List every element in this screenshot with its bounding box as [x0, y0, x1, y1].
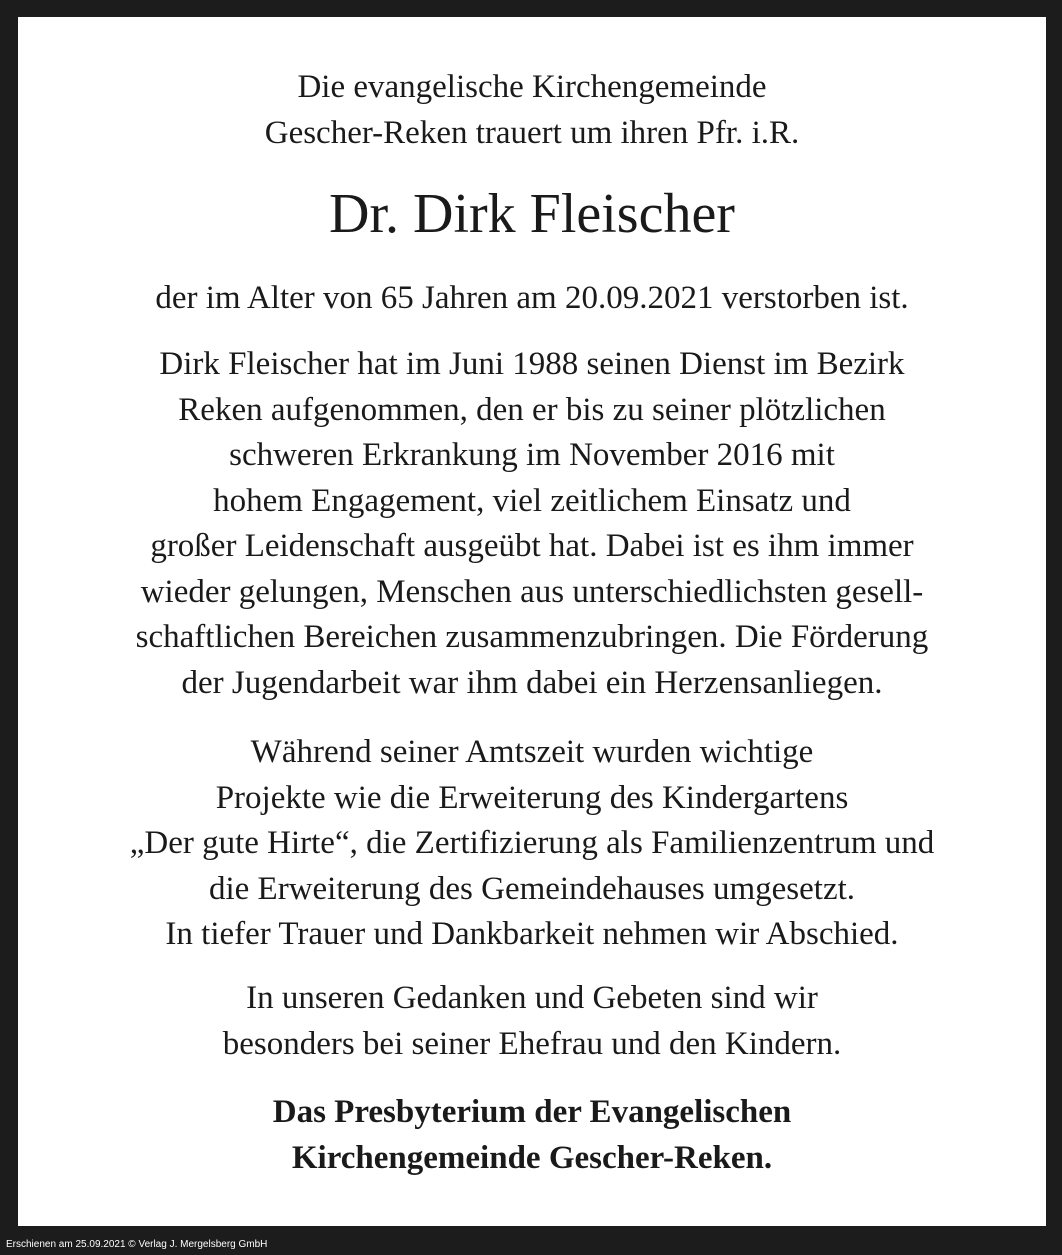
intro-text	[18, 65, 1046, 156]
paragraph-line: besonders bei seiner Ehefrau und den Kindern.	[222, 1025, 842, 1062]
paragraph-line: schaftlichen Bereichen zusammenzubringen. Die Förderung	[135, 619, 929, 655]
projects-paragraph	[18, 730, 1046, 958]
obituary-notice	[18, 17, 1046, 1226]
paragraph-line: Während seiner Amtszeit wurden wichtige	[250, 734, 814, 770]
signature-line: Das Presbyterium der Evangelischen	[272, 1094, 792, 1130]
paragraph-line: Dirk Fleischer hat im Juni 1988 seinen Dienst im Bezirk	[159, 346, 905, 382]
paragraph-line: der Jugendarbeit war ihm dabei ein Herzensanliegen.	[181, 664, 883, 701]
intro-line: Gescher-Reken trauert um ihren Pfr. i.R.	[264, 114, 800, 151]
paragraph-line: Projekte wie die Erweiterung des Kindergartens	[215, 779, 849, 816]
paragraph-line: In tiefer Trauer und Dankbarkeit nehmen wir Abschied.	[165, 916, 899, 952]
paragraph-line: In unseren Gedanken und Gebeten sind wir	[246, 980, 818, 1016]
service-paragraph	[18, 342, 1046, 706]
signature	[18, 1090, 1046, 1181]
paragraph-line: die Erweiterung des Gemeindehauses umgesetzt.	[208, 870, 856, 907]
paragraph-line: „Der gute Hirte“, die Zertifizierung als Familienzentrum und	[129, 825, 935, 861]
paragraph-line: wieder gelungen, Menschen aus unterschiedlichsten gesell-	[140, 573, 924, 610]
age-and-date-line: der im Alter von 65 Jahren am 20.09.2021 verstorben ist.	[155, 280, 909, 316]
signature-line: Kirchengemeinde Gescher-Reken.	[291, 1139, 773, 1176]
paragraph-line: hohem Engagement, viel zeitlichem Einsatz und	[213, 482, 851, 519]
paragraph-line: großer Leidenschaft ausgeübt hat. Dabei ist es ihm immer	[150, 528, 914, 564]
deceased-name: Dr. Dirk Fleischer	[329, 183, 735, 245]
paragraph-line: schweren Erkrankung im November 2016 mit	[229, 437, 835, 473]
paragraph-line: Reken aufgenommen, den er bis zu seiner plötzlichen	[178, 391, 886, 428]
intro-line: Die evangelische Kirchengemeinde	[297, 69, 767, 105]
publication-credit: Erschienen am 25.09.2021 © Verlag J. Mergelsberg GmbH	[6, 1239, 268, 1250]
condolence-paragraph	[18, 976, 1046, 1067]
